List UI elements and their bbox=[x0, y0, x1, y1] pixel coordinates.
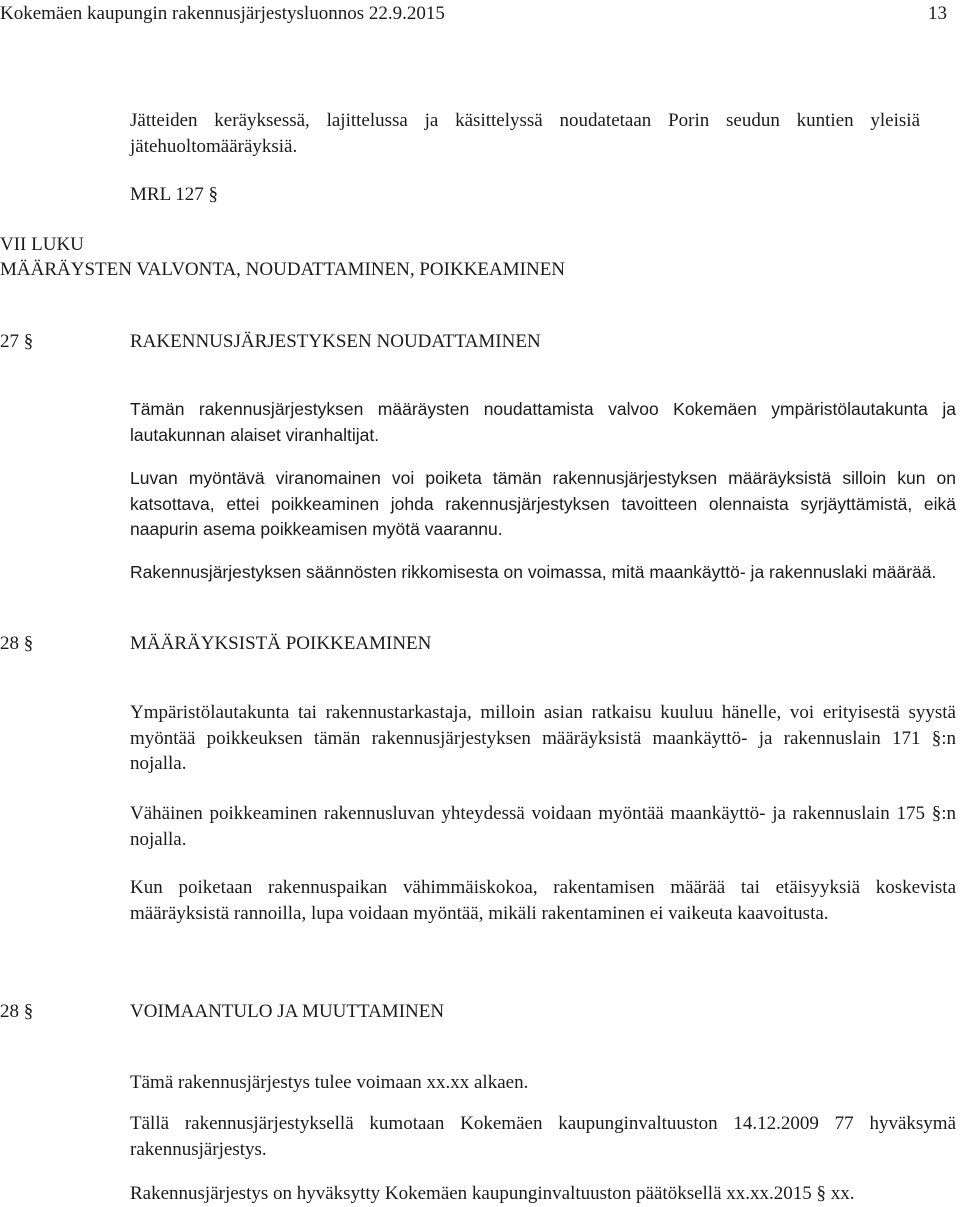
section-paragraph: Tämän rakennusjärjestyksen määräysten noudattamista valvoo Kokemäen ympäristölautakunta ja lautakunnan alaiset viranhaltijat. bbox=[130, 399, 956, 445]
section-title: RAKENNUSJÄRJESTYKSEN NOUDATTAMINEN bbox=[130, 331, 541, 352]
section-number: 27 § bbox=[0, 331, 34, 352]
document-header-title: Kokemäen kaupungin rakennusjärjestysluonnos 22.9.2015 bbox=[0, 3, 445, 24]
section-number: 28 § bbox=[0, 1001, 34, 1022]
section-paragraph: Vähäinen poikkeaminen rakennusluvan yhteydessä voidaan myöntää maankäyttö- ja rakennuslain 175 §:n nojalla. bbox=[130, 803, 956, 850]
section-title: VOIMAANTULO JA MUUTTAMINEN bbox=[130, 1001, 445, 1022]
page-number: 13 bbox=[928, 3, 947, 24]
law-reference: MRL 127 § bbox=[130, 184, 218, 205]
section-title: MÄÄRÄYKSISTÄ POIKKEAMINEN bbox=[130, 633, 432, 654]
chapter-title: MÄÄRÄYSTEN VALVONTA, NOUDATTAMINEN, POIKKEAMINEN bbox=[0, 259, 566, 280]
chapter-number: VII LUKU bbox=[0, 234, 84, 255]
section-paragraph: Tämä rakennusjärjestys tulee voimaan xx.xx alkaen. bbox=[130, 1072, 529, 1093]
section-paragraph: Ympäristölautakunta tai rakennustarkastaja, milloin asian ratkaisu kuuluu hänelle, voi erityisestä syystä myöntää poikkeuksen tämän rakennusjärjestyksen määräyksistä maankäyttö- ja rakennuslain 171 §:n nojalla. bbox=[130, 702, 956, 774]
section-paragraph: Tällä rakennusjärjestyksellä kumotaan Kokemäen kaupunginvaltuuston 14.12.2009 77 hyväksymä rakennusjärjestys. bbox=[130, 1113, 956, 1160]
intro-paragraph: Jätteiden keräyksessä, lajittelussa ja käsittelyssä noudatetaan Porin seudun kuntien yleisiä jätehuoltomääräyksiä. bbox=[130, 110, 920, 157]
section-paragraph: Rakennusjärjestys on hyväksytty Kokemäen kaupunginvaltuuston päätöksellä xx.xx.2015 § xx. bbox=[130, 1183, 855, 1204]
section-paragraph: Rakennusjärjestyksen säännösten rikkomisesta on voimassa, mitä maankäyttö- ja rakennuslaki määrää. bbox=[130, 562, 937, 582]
section-paragraph: Luvan myöntävä viranomainen voi poiketa tämän rakennusjärjestyksen määräyksistä silloin kun on katsottava, ettei poikkeaminen johda rakennusjärjestyksen tavoitteen olennaista syrjäyttämistä, eikä naapurin asema poikkeamisen myötä vaarannu. bbox=[130, 468, 956, 539]
section-number: 28 § bbox=[0, 633, 34, 654]
section-paragraph: Kun poiketaan rakennuspaikan vähimmäiskokoa, rakentamisen määrää tai etäisyyksiä koskevista määräyksistä rannoilla, lupa voidaan myöntää, mikäli rakentaminen ei vaikeuta kaavoitusta. bbox=[130, 877, 956, 924]
